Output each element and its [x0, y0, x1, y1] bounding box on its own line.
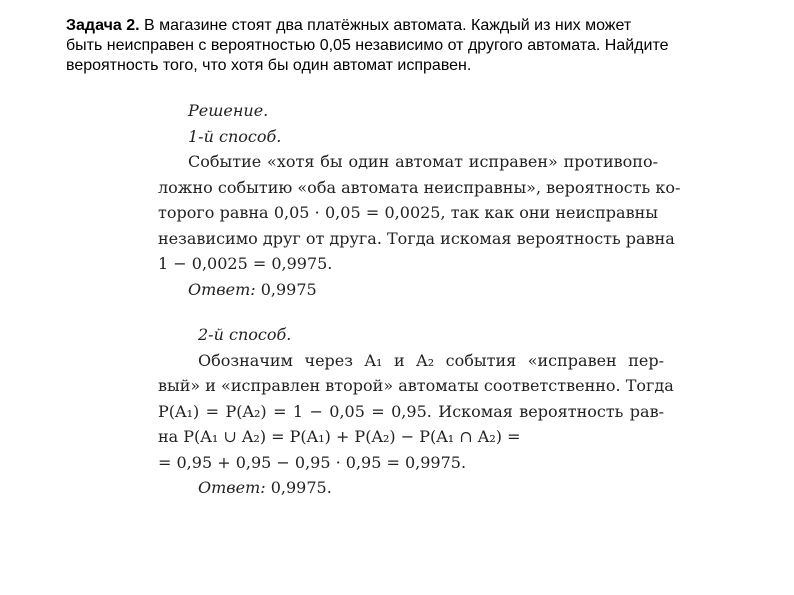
- solution-heading: Решение.: [188, 101, 269, 120]
- method-1-line-3: торого равна 0,05 · 0,05 = 0,0025, так как они неисправны: [158, 203, 658, 222]
- problem-line-2: быть неисправен с вероятностью 0,05 независимо от другого автомата. Найдите: [66, 37, 669, 54]
- method-2-line-4: на P(A₁ ∪ A₂) = P(A₁) + P(A₂) − P(A₁ ∩ A₂) =: [158, 427, 521, 446]
- method-2-answer-label: Ответ:: [198, 478, 266, 497]
- method-1-line-4: независимо друг от друга. Тогда искомая вероятность равна: [158, 228, 675, 248]
- method-2-line-3: P(A₁) = P(A₂) = 1 − 0,05 = 0,95. Искомая вероятность рав-: [158, 401, 664, 421]
- method-2-title: 2-й способ.: [198, 325, 292, 344]
- solution-method-2: [158, 322, 674, 501]
- method-2-line-2: вый» и «исправлен второй» автоматы соответственно. Тогда: [158, 376, 674, 395]
- problem-line-3: вероятность того, что хотя бы один автомат исправен.: [66, 57, 472, 74]
- method-2-line-5: = 0,95 + 0,95 − 0,95 · 0,95 = 0,9975.: [158, 452, 467, 472]
- method-2-answer-value: 0,9975.: [265, 478, 332, 497]
- problem-text-1: В магазине стоят два платёжных автомата. Каждый из них может: [139, 17, 632, 34]
- method-1-line-1: Событие «хотя бы один автомат исправен» противопо-: [188, 152, 658, 171]
- method-1-line-5: 1 − 0,0025 = 0,9975.: [158, 254, 333, 273]
- method-1-answer-value: 0,9975: [255, 279, 317, 299]
- method-1-answer-label: Ответ:: [188, 279, 256, 299]
- problem-line-1: [66, 16, 766, 36]
- method-1-title: 1-й способ.: [188, 126, 282, 146]
- method-1-answer: [158, 277, 658, 303]
- method-2-answer: [158, 475, 664, 501]
- problem-title: Задача 2.: [66, 17, 140, 34]
- problem-statement: [66, 16, 766, 76]
- method-1-line-2: ложно событию «оба автомата неисправны», вероятность ко-: [158, 177, 681, 197]
- method-2-line-1: Обозначим через A₁ и A₂ события «исправен пер-: [198, 350, 664, 370]
- solution-method-1: [158, 98, 681, 302]
